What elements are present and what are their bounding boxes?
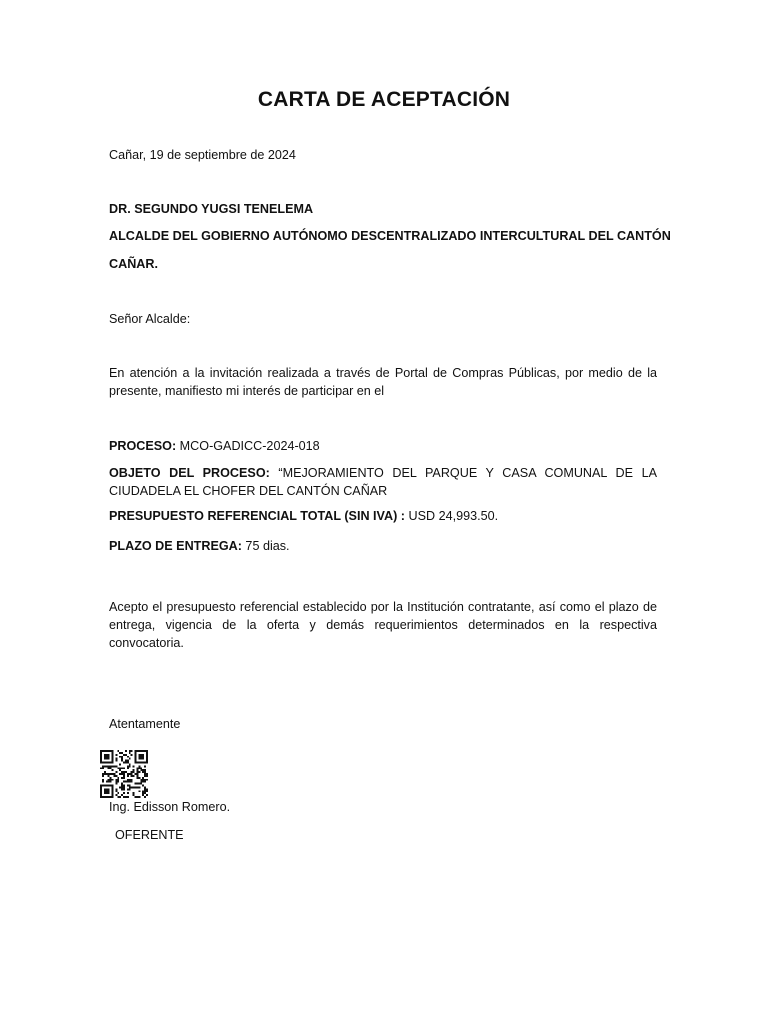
- qr-code-icon: [100, 750, 148, 798]
- budget-line: [109, 507, 498, 525]
- recipient-name: DR. SEGUNDO YUGSI TENELEMA: [109, 202, 314, 216]
- acceptance-paragraph: Acepto el presupuesto referencial establecido por la Institución contratante, así como el plazo de entrega, vigencia de la oferta y demás requerimientos determinados en la respectiva convocatoria.: [109, 600, 657, 650]
- delivery-label: PLAZO DE ENTREGA:: [109, 539, 242, 553]
- date-line: Cañar, 19 de septiembre de 2024: [109, 148, 296, 162]
- recipient-position-line2: CAÑAR.: [109, 257, 158, 271]
- signer-name: Ing. Edisson Romero.: [109, 800, 231, 814]
- delivery-line: [109, 537, 290, 555]
- salutation: Señor Alcalde:: [109, 312, 191, 326]
- budget-value: USD 24,993.50.: [404, 509, 499, 523]
- recipient-position-line1: ALCALDE DEL GOBIERNO AUTÓNOMO DESCENTRALIZADO INTERCULTURAL DEL CANTÓN: [109, 229, 671, 243]
- closing-line: Atentamente: [109, 717, 181, 731]
- process-line: [109, 437, 320, 455]
- intro-paragraph: En atención a la invitación realizada a través de Portal de Compras Públicas, por medio de la presente, manifiesto mi interés de participar en el: [109, 366, 657, 398]
- document-title: CARTA DE ACEPTACIÓN: [257, 88, 511, 111]
- process-label: PROCESO:: [109, 439, 177, 453]
- signer-role: OFERENTE: [115, 828, 184, 842]
- process-value: MCO-GADICC-2024-018: [176, 439, 320, 453]
- object-label: OBJETO DEL PROCESO:: [109, 466, 270, 480]
- object-value: “MEJORAMIENTO DEL PARQUE Y CASA COMUNAL DE LA CIUDADELA EL CHOFER DEL CANTÓN CAÑAR: [109, 466, 657, 498]
- delivery-value: 75 dias.: [241, 539, 290, 553]
- object-line: [109, 464, 657, 500]
- budget-label: PRESUPUESTO REFERENCIAL TOTAL (SIN IVA) :: [109, 509, 405, 523]
